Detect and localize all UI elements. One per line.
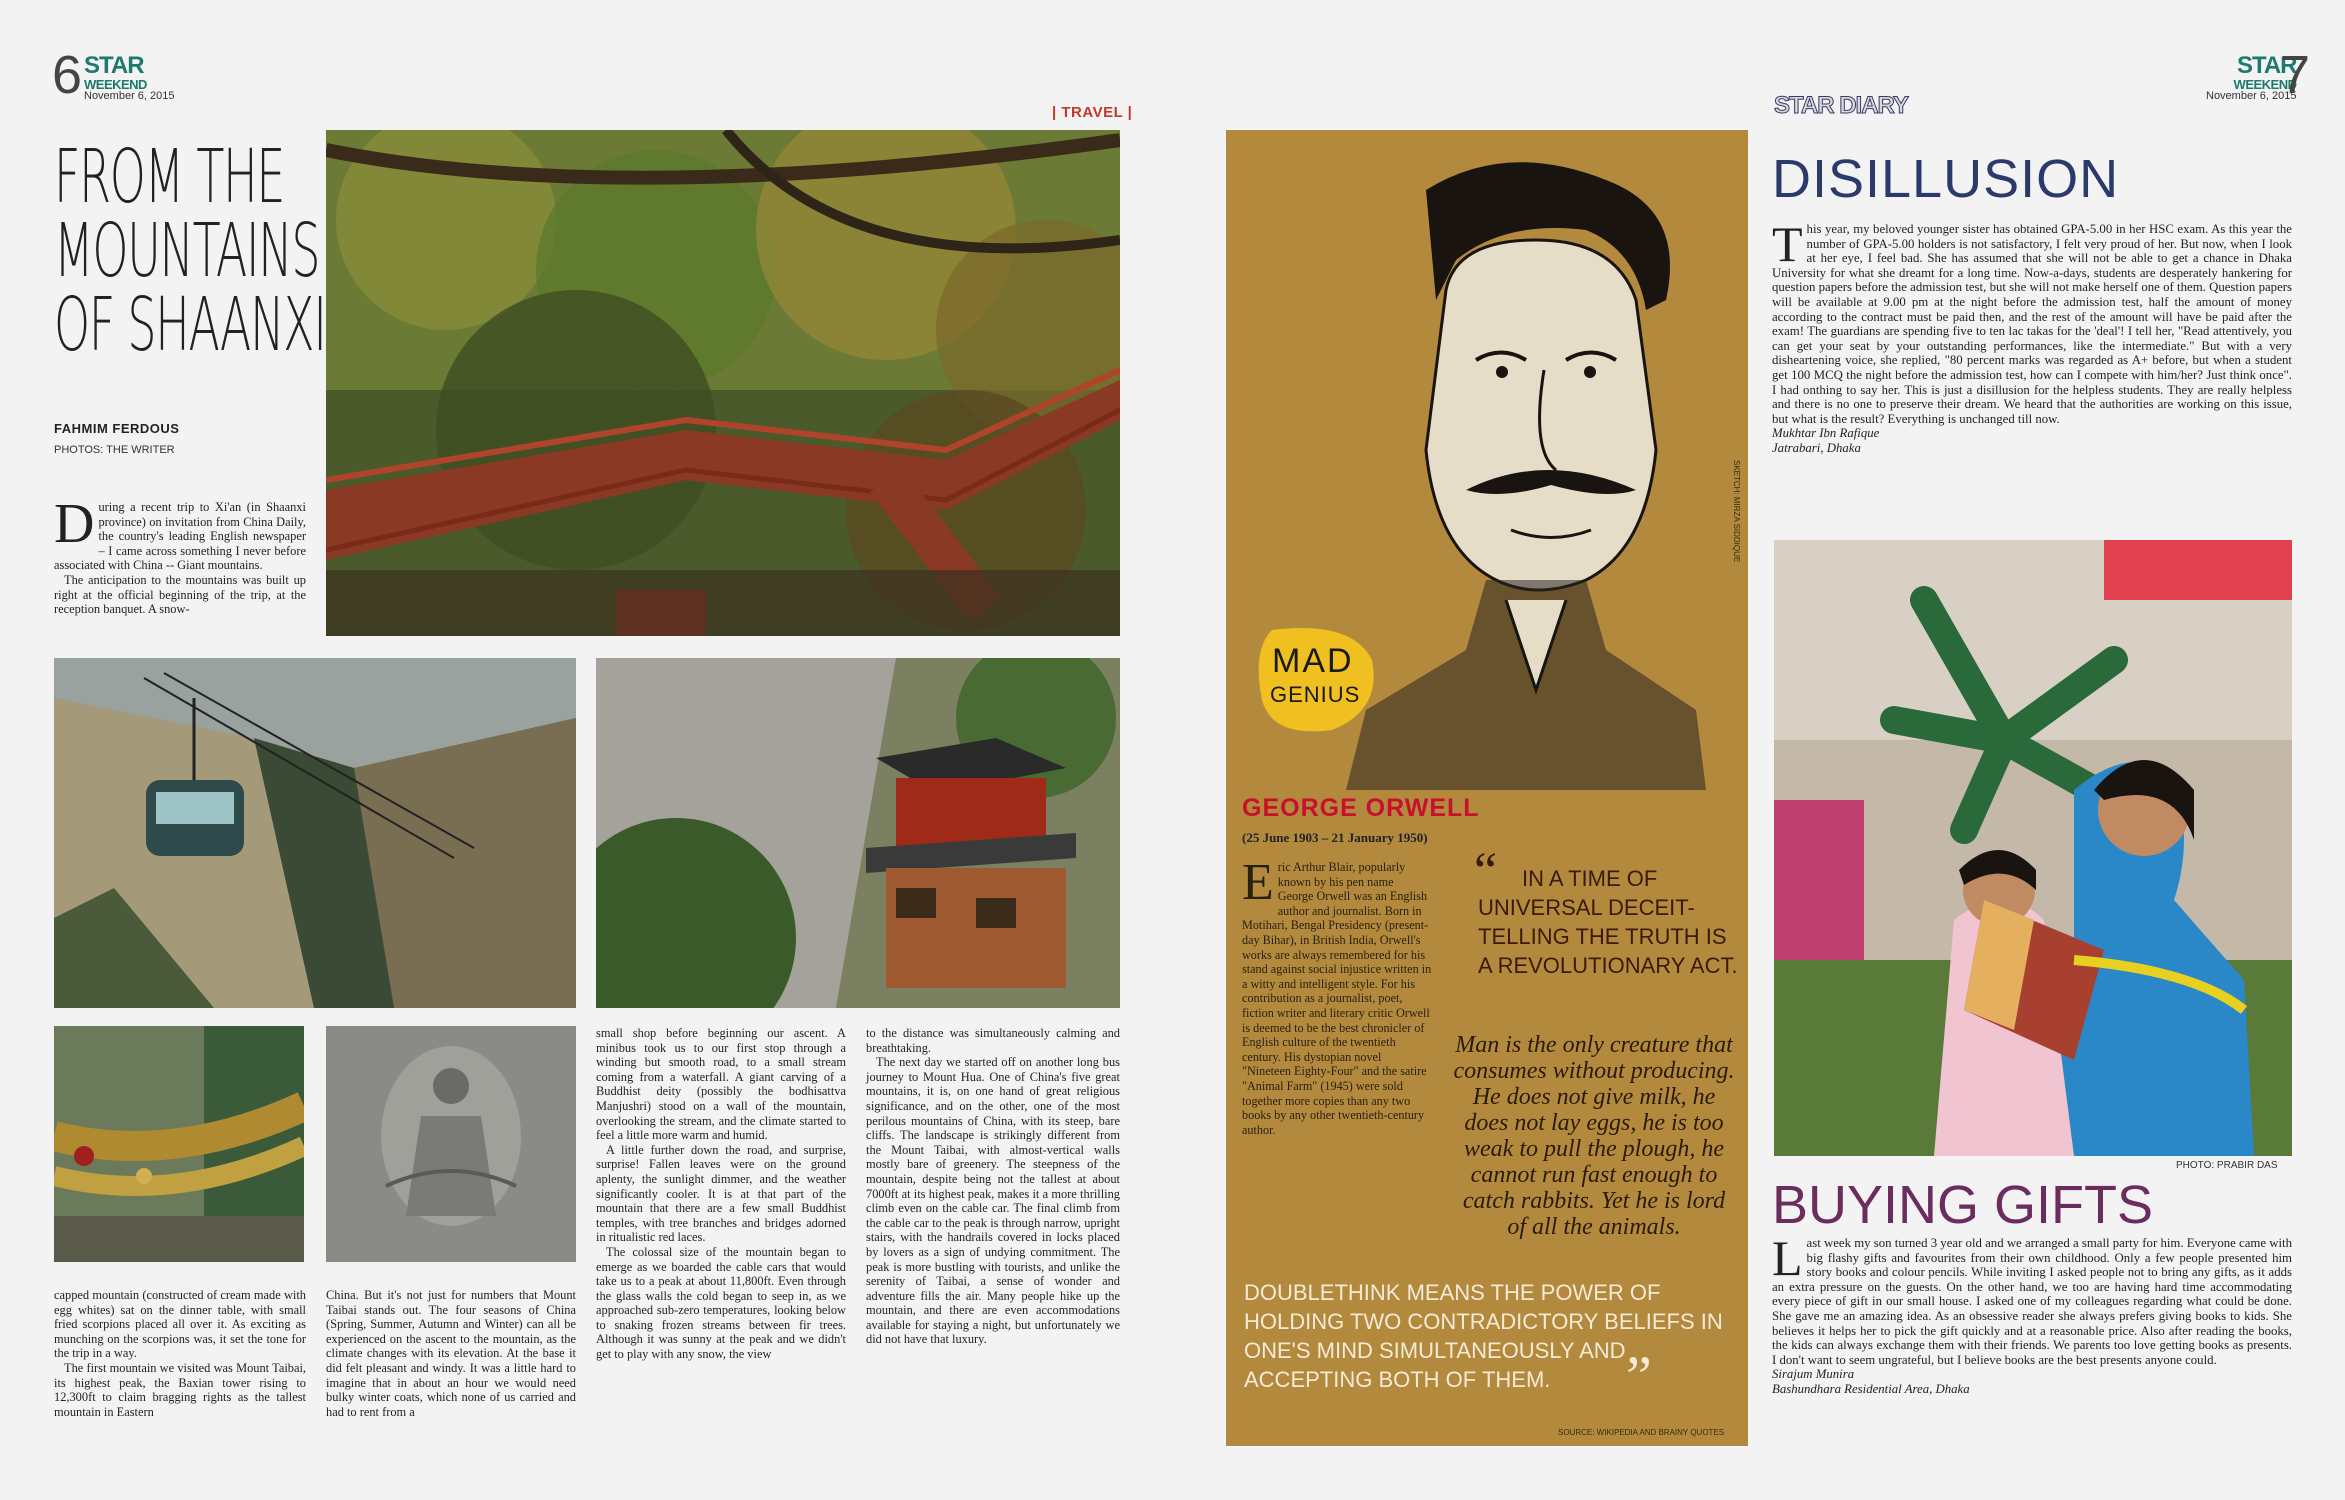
- intro-paragraph-2: The anticipation to the mountains was built up right at the official beginning of the trip, at the reception banquet. A snow-: [54, 572, 306, 617]
- photo-mountain-temple: [596, 658, 1120, 1008]
- buying-text: ast week my son turned 3 year old and we arranged a small party for him. Everyone came with big flashy gifts and favourites from their own childhood. Only a few people presented him story books and colour pencils. While inviting I asked people not to bring any gifts, as it adds an extra pressure on the guests. On the other hand, we too are having hard time accommodating every piece of gift in our small house. I asked one of my colleagues regarding what could be done. She gave me an amazing idea. As an obsessive reader she always prefers giving books to kids. She believes it helps her to pick the gift quickly and at a reasonable price. Also after reading the books, the kids can always exchange them with their friends. We parents too love getting books as presents. I don't want to seem ungrateful, but I believe books are the best presents anyone could.: [1772, 1236, 2292, 1367]
- page-number: 6: [52, 45, 83, 105]
- intro-text: [54, 493, 306, 617]
- photo-forest-staircase: [326, 130, 1120, 636]
- col1-paragraph-2: The first mountain we visited was Mount Taibai, its highest peak, the Baxian tower rising to 12,300ft to claim bragging rights as the tallest mountain in Eastern: [54, 1360, 306, 1419]
- logo-star: STAR: [84, 52, 144, 79]
- left-page: [0, 0, 1172, 1500]
- disillusion-body: [1772, 216, 2292, 456]
- disillusion-dropcap: T: [1772, 216, 1803, 272]
- section-star-diary: STAR DIARY: [1774, 92, 1908, 119]
- col2-paragraph-1: China. But it's not just for numbers that Mount Taibai stands out. The four seasons of China (Spring, Summer, Autumn and Winter) can all be experienced on the ascent to the mountain, as the climate changes with its elevation. At the base it did felt pleasant and windy. It was a little hard to imagine that in about an hour we would need bulky winter coats, which none of us carried and had to rent from a: [326, 1288, 576, 1419]
- section-tag-travel: | TRAVEL |: [1052, 104, 1133, 121]
- col3-paragraph-1: small shop before beginning our ascent. A minibus took us to our first stop through a winding but smooth road, to a small stream coming from a waterfall. A giant carving of a Buddhist deity (possibly the bodhisattva Manjushri) stood on a wall of the mountain, overlooking the stream, and the climate started to feel a little more warm and humid.: [596, 1026, 846, 1143]
- col4-paragraph-1: to the distance was simultaneously calming and breathtaking.: [866, 1026, 1120, 1055]
- photo-credit-prabir: PHOTO: PRABIR DAS: [2176, 1160, 2278, 1171]
- article-headline: FROM THE MOUNTAINS OF SHAANXI: [54, 134, 326, 368]
- byline: FAHMIM FERDOUS: [54, 421, 180, 436]
- buying-gifts-body: [1772, 1230, 2292, 1397]
- logo-weekend: WEEKEND: [2233, 77, 2297, 92]
- star-weekend-logo: [84, 54, 175, 102]
- col3-paragraph-3: The colossal size of the mountain began to emerge as we boarded the cable cars that would take us to a peak at about 11,800ft. Even through the glass walls the cold began to seep in, as we approached sub-zero temperatures, looking below to snaking frozen streams between fir trees. Although it was sunny at the peak and we didn't get to play with any snow, the view: [596, 1244, 846, 1362]
- issue-date: November 6, 2015: [84, 90, 175, 102]
- disillusion-title: DISILLUSION: [1772, 149, 2120, 209]
- open-quote-icon: “: [1474, 843, 1498, 900]
- article-column-1: [54, 1288, 306, 1419]
- issue-date: November 6, 2015: [2206, 90, 2297, 102]
- bio-text: ric Arthur Blair, popularly known by his pen name George Orwell was an English author and journalist. Born in Motihari, Bengal Presidency (present-day Bihar), in British India, Orwell's works are always remembered for his stand against social injustice written in a witty and intelligent style. For his contribution as a journalist, poet, fiction writer and literary critic Orwell is deemed to be the best chronicler of English culture of the twentieth century. His dystopian novel "Nineteen Eighty-Four" and the satire "Animal Farm" (1945) were sold together more copies than any two books by any other twentieth-century author.: [1242, 860, 1432, 1137]
- subject-name: GEORGE ORWELL: [1242, 794, 1480, 822]
- logo-star: STAR: [2236, 52, 2297, 79]
- col1-paragraph-1: capped mountain (constructed of cream made with egg whites) sat on the dinner table, with small fried scorpions placed all over it. As exciting as munching on the scorpions was, it set the tone for the trip in a way.: [54, 1288, 306, 1361]
- article-column-2: [326, 1288, 576, 1419]
- disillusion-text: his year, my beloved younger sister has obtained GPA-5.00 in her HSC exam. As this year the number of GPA-5.00 holders is not satisfactory, I felt very proud of her. But now, when I look at her eye, I feel bad. She has assumed that she will not be able to get a chance in Dhaka University for what she dreamt for a long time. Now-a-days, students are desperately hankering for question papers before the admission test, but she will not make herself one of them. Question papers will be available at 9.00 pm at the night before the admission test, half the amount of money according to the contract must be paid then, and the rest of the amount will have be paid after the exam! The guardians are spending five to ten lac takas for the 'deal'! I tell her, "Read attentively, you can get your seat by your outstanding performances, like the intermediate." But with a very disheartening voice, she replied, "80 percent marks was regarded as A+ before, but when a student get 100 MCQ the night before the admission test, how can I compete with him/her? Just think once". I had onthing to say her. This is just a disillusion for the helpless students. They are really helpless and there is no one to preserve their dream. We heard that the authorities are working on this issue, but what is the result? Everything is unchanged till now.: [1772, 222, 2292, 426]
- buying-author: Sirajum Munira: [1772, 1367, 1855, 1382]
- quote-truth: IN A TIME OF UNIVERSAL DECEIT- TELLING THE TRUTH IS A REVOLUTIONARY ACT.: [1478, 866, 1738, 978]
- badge-genius: GENIUS: [1270, 682, 1361, 707]
- quote-doublethink: DOUBLETHINK MEANS THE POWER OF HOLDING TWO CONTRADICTORY BELIEFS IN ONE'S MIND SIMULTANEOUSLY AND ACCEPTING BOTH OF THEM.: [1244, 1280, 1723, 1392]
- article-column-3: [596, 1026, 846, 1362]
- badge-mad: MAD: [1272, 642, 1354, 680]
- orwell-bio: [1242, 854, 1432, 1137]
- photo-buddhist-carving: [326, 1026, 576, 1262]
- disillusion-place: Jatrabari, Dhaka: [1772, 440, 1861, 455]
- photo-girls-reading: [1774, 540, 2292, 1156]
- subject-dates: (25 June 1903 – 21 January 1950): [1242, 830, 1428, 845]
- mad-genius-panel: [1226, 130, 1748, 1446]
- bio-dropcap: E: [1242, 854, 1274, 911]
- article-column-4: [866, 1026, 1120, 1347]
- close-quote-icon: ”: [1626, 1344, 1652, 1409]
- photo-credit: PHOTOS: THE WRITER: [54, 444, 175, 456]
- dropcap: D: [54, 493, 95, 555]
- col3-paragraph-2: A little further down the road, and surprise, surprise! Fallen leaves were on the ground aplenty, the sunlight dimmer, and the weather significantly cooler. It is at that part of the mountain that there are a few small Buddhist temples, with tree branches and bridges adorned in ritualistic red laces.: [596, 1142, 846, 1245]
- col4-paragraph-2: The next day we started off on another long bus journey to Mount Hua. One of China's five great mountains, it is, on one hand of great religious significance, and on the other, one of the most perilous mountains of China, with its steep, bare cliffs. The landscape is strikingly different from the Mount Taibai, with almost-vertical walls mostly bare of greenery. The steepness of the mountain, despite being not the tallest at about 7000ft at its highest peak, makes it a more thrilling climb even on the cable car. The final climb from the cable car to the peak is through narrow, upright stairs, with the handrails covered in locks placed by lovers as a sign of undying commitment. The peak is more bustling with tourists, and unlike the serenity of Taibai, a sense of wonder and adventure fills the air. Many people hike up the mountain, and there are even accommodations available for staying a night, but unfortunately we did not have that luxury.: [866, 1055, 1120, 1347]
- quote-source: SOURCE: WIKIPEDIA AND BRAINY QUOTES: [1558, 1428, 1725, 1437]
- buying-gifts-title: BUYING GIFTS: [1772, 1175, 2154, 1235]
- quote-man-creature: Man is the only creature that consumes without producing. He does not give milk, he does not lay eggs, he is too weak to pull the plough, he cannot run fast enough to catch rabbits. Yet he is lord of all the animals.: [1453, 1032, 1735, 1240]
- intro-paragraph: uring a recent trip to Xi'an (in Shaanxi province) on invitation from China Daily, the country's leading English newspaper – I came across something I never before associated with China -- Giant mountains.: [54, 500, 306, 573]
- logo-weekend: WEEKEND: [84, 77, 147, 92]
- disillusion-author: Mukhtar Ibn Rafique: [1772, 426, 1880, 441]
- photo-love-locks: [54, 1026, 304, 1262]
- buying-place: Bashundhara Residential Area, Dhaka: [1772, 1381, 1970, 1396]
- sketch-credit: SKETCH: MIRZA SIDDIQUE: [1732, 460, 1741, 563]
- photo-cable-car: [54, 658, 576, 1008]
- buying-dropcap: L: [1772, 1230, 1803, 1286]
- page-number: 7: [2280, 45, 2311, 105]
